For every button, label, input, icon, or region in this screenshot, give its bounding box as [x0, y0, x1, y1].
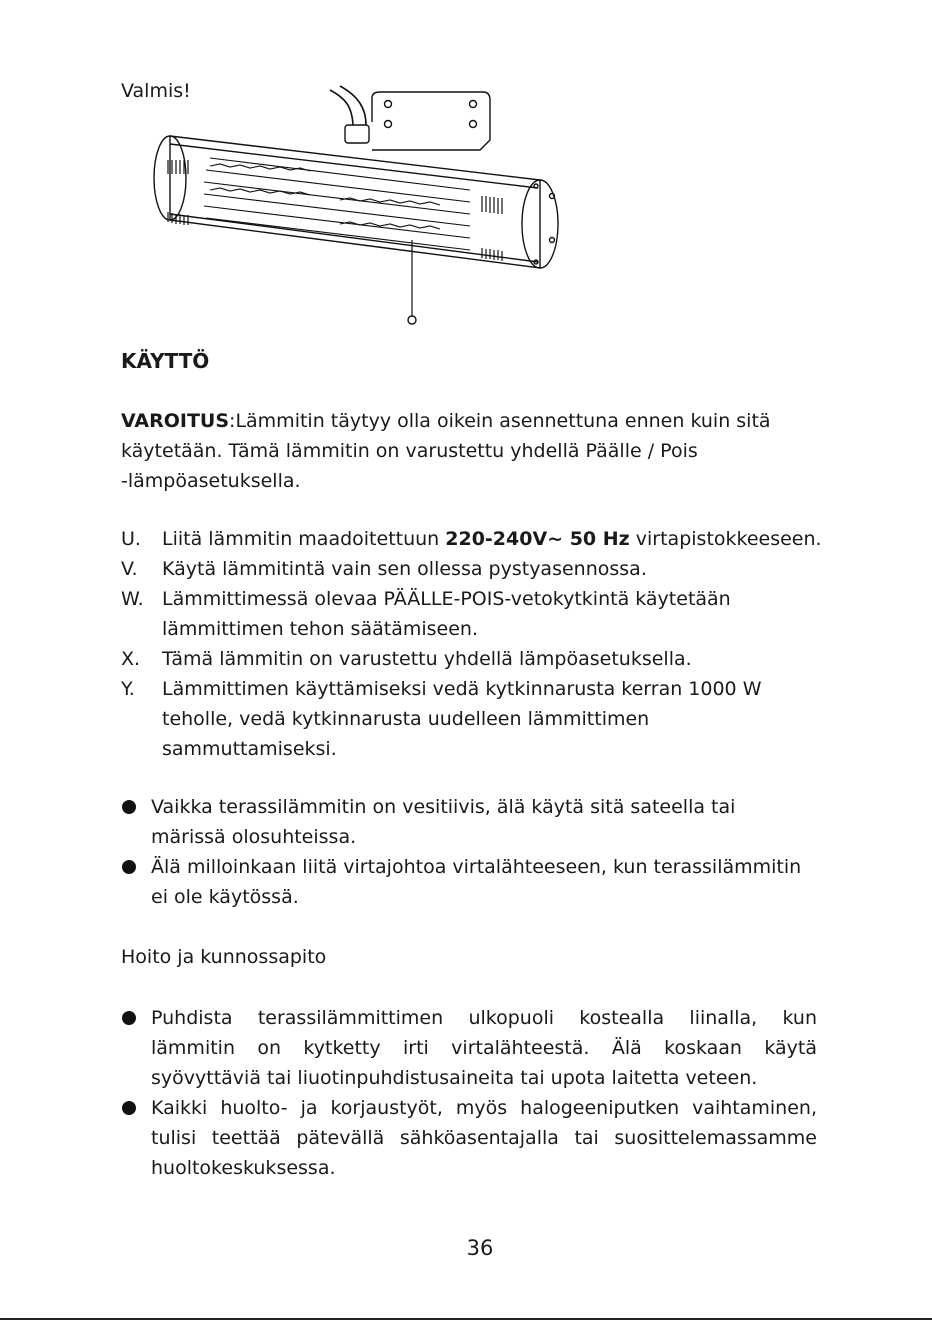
step-text-part: Liitä lämmitin maadoitettuun	[162, 528, 446, 550]
step-text: Käytä lämmitintä vain sen ollessa pystyasennossa.	[162, 558, 647, 580]
maintenance-item-text	[151, 1003, 817, 1033]
right-vents	[482, 196, 502, 261]
cable-gland	[345, 125, 369, 143]
warning-paragraph	[121, 406, 771, 436]
caution-text: Vaikka terassilämmitin on vesitiivis, älä käytä sitä sateella tai	[151, 796, 736, 818]
warning-text-line3: -lämpöasetuksella.	[121, 470, 301, 492]
ready-text: Valmis!	[121, 80, 191, 102]
step-marker: W.	[121, 588, 144, 610]
warning-label: VAROITUS	[121, 410, 230, 432]
maintenance-item-text	[151, 1123, 817, 1153]
step-text	[162, 524, 822, 554]
maintenance-line: Kaikki huolto- ja korjaustyöt, myös halogeeniputken vaihtaminen,	[151, 1097, 817, 1119]
step-marker: Y.	[121, 678, 135, 700]
step-text: sammuttamiseksi.	[162, 738, 337, 760]
step-marker: V.	[121, 558, 138, 580]
step-marker: X.	[121, 648, 141, 670]
page-number: 36	[466, 1236, 494, 1260]
heater-body	[170, 136, 540, 268]
warning-text-line2: käytetään. Tämä lämmitin on varustettu yhdellä Päälle / Pois	[121, 440, 698, 462]
heater-illustration	[140, 80, 570, 330]
bullet-icon	[122, 1011, 136, 1025]
caution-text: Älä milloinkaan liitä virtajohtoa virtalähteeseen, kun terassilämmitin	[151, 856, 802, 878]
step-text: lämmittimen tehon säätämiseen.	[162, 618, 478, 640]
maintenance-line: tulisi teettää pätevällä sähköasentajalla tai suosittelemassamme	[151, 1127, 817, 1149]
caution-text: ei ole käytössä.	[151, 886, 299, 908]
caution-text: märissä olosuhteissa.	[151, 826, 357, 848]
section-title: KÄYTTÖ	[121, 349, 210, 373]
power-cable	[330, 90, 353, 125]
step-text-part: virtapistokkeeseen.	[629, 528, 822, 550]
step-text: Tämä lämmitin on varustettu yhdellä lämpöasetuksella.	[162, 648, 692, 670]
step-text: teholle, vedä kytkinnarusta uudelleen lämmittimen	[162, 708, 650, 730]
bullet-icon	[122, 1101, 136, 1115]
step-text: Lämmittimessä olevaa PÄÄLLE-POIS-vetokytkintä käytetään	[162, 588, 731, 610]
maintenance-line: lämmitin on kytketty irti virtalähteestä. Älä koskaan käytä	[151, 1037, 817, 1059]
maintenance-title: Hoito ja kunnossapito	[121, 946, 327, 968]
voltage-spec: 220-240V~ 50 Hz	[445, 528, 630, 550]
step-marker: U.	[121, 528, 141, 550]
maintenance-item-text	[151, 1093, 817, 1123]
bullet-icon	[122, 860, 136, 874]
step-text: Lämmittimen käyttämiseksi vedä kytkinnarusta kerran 1000 W	[162, 678, 762, 700]
pull-cord-knob	[408, 316, 416, 324]
warning-text-line1: :Lämmitin täytyy olla oikein asennettuna ennen kuin sitä	[229, 410, 771, 432]
maintenance-item-text: syövyttäviä tai liuotinpuhdistusaineita tai upota laitetta veteen.	[151, 1067, 758, 1089]
maintenance-item-text	[151, 1033, 817, 1063]
bottom-rule	[0, 1318, 932, 1320]
maintenance-line: Puhdista terassilämmittimen ulkopuoli kostealla liinalla, kun	[151, 1007, 817, 1029]
maintenance-item-text: huoltokeskuksessa.	[151, 1157, 336, 1179]
bullet-icon	[122, 800, 136, 814]
